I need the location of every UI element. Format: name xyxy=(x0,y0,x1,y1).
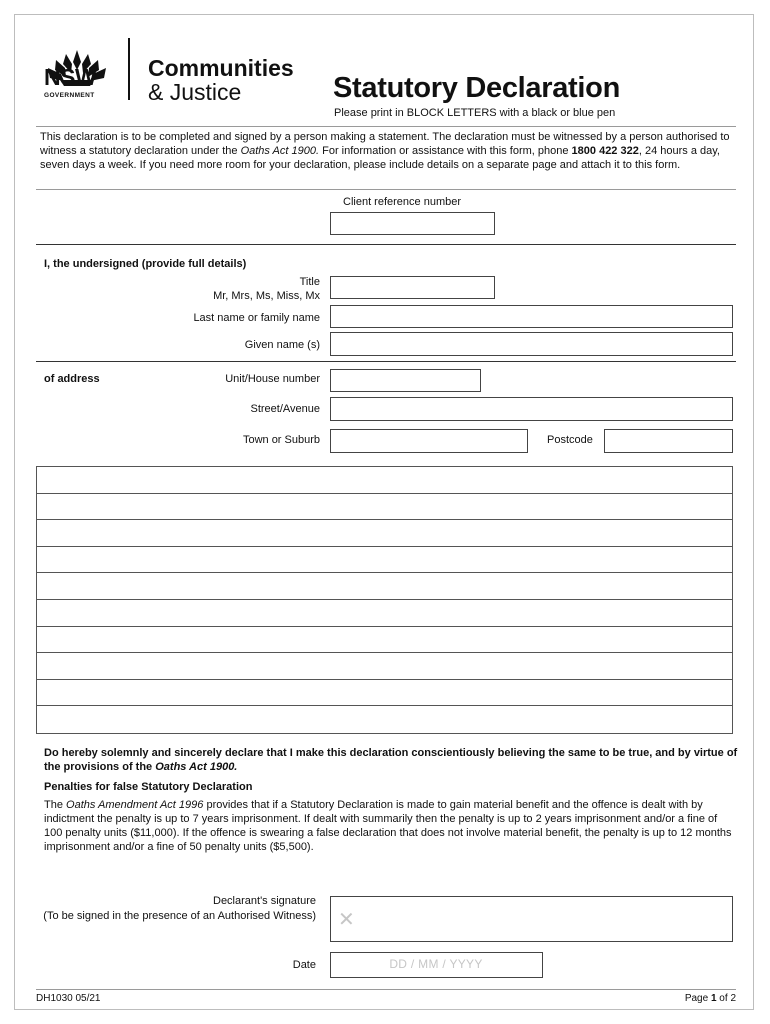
signature-label: Declarant's signature xyxy=(213,895,316,907)
street-input[interactable] xyxy=(330,397,733,421)
signature-sublabel: (To be signed in the presence of an Authorised Witness) xyxy=(43,910,316,922)
form-code: DH1030 05/21 xyxy=(36,993,101,1004)
page-title: Statutory Declaration xyxy=(333,72,620,104)
declaration-line[interactable] xyxy=(37,600,732,627)
penalties-act: Oaths Amendment Act 1996 xyxy=(66,799,204,811)
title-options: Mr, Mrs, Ms, Miss, Mx xyxy=(213,290,320,302)
intro-phone: 1800 422 322 xyxy=(571,145,639,157)
intro-text-2: For information or assistance with this form, phone xyxy=(319,145,572,157)
section-divider-1 xyxy=(36,244,736,245)
page-sep: of xyxy=(716,993,731,1004)
logo-divider xyxy=(128,38,130,100)
header-divider xyxy=(36,126,736,127)
penalties-paragraph xyxy=(44,798,738,854)
title-input[interactable] xyxy=(330,276,495,299)
town-input[interactable] xyxy=(330,429,528,453)
solemn-declaration xyxy=(44,746,738,774)
logo-nsw-text: NSW xyxy=(44,64,97,90)
declaration-line[interactable] xyxy=(37,706,732,733)
declaration-line[interactable] xyxy=(37,627,732,654)
declaration-line[interactable] xyxy=(37,680,732,707)
solemn-act: Oaths Act 1900. xyxy=(155,761,238,773)
intro-act: Oaths Act 1900. xyxy=(240,145,320,157)
street-label: Street/Avenue xyxy=(250,403,320,415)
intro-text-1: This declaration is to be completed and signed by a person making a statement. The declaration must be witnessed by a person authorised to witness a statutory declaration under the xyxy=(40,131,730,157)
client-reference-input[interactable] xyxy=(330,212,495,235)
department-name xyxy=(148,56,294,104)
given-name-input[interactable] xyxy=(330,332,733,356)
client-reference-label: Client reference number xyxy=(343,196,462,208)
signature-field[interactable] xyxy=(330,896,733,942)
penalties-text-1: The xyxy=(44,799,67,811)
page-number xyxy=(685,993,736,1004)
declaration-line[interactable] xyxy=(37,653,732,680)
department-line1: Communities xyxy=(148,55,294,81)
postcode-input[interactable] xyxy=(604,429,733,453)
logo-government-text: GOVERNMENT xyxy=(44,92,95,99)
last-name-input[interactable] xyxy=(330,305,733,328)
title-label: Title xyxy=(299,276,320,288)
unit-label: Unit/House number xyxy=(225,373,320,385)
page-current: 1 xyxy=(710,993,717,1004)
given-name-label: Given name (s) xyxy=(244,339,320,351)
declaration-line[interactable] xyxy=(37,547,732,574)
date-label: Date xyxy=(292,959,316,971)
footer-divider xyxy=(36,989,736,990)
page-total: 2 xyxy=(730,993,736,1004)
department-line2: & Justice xyxy=(148,79,242,105)
declaration-line[interactable] xyxy=(37,573,732,600)
intro-divider xyxy=(36,189,736,190)
declarant-heading: I, the undersigned (provide full details) xyxy=(44,258,247,270)
address-heading: of address xyxy=(44,373,100,385)
date-placeholder: DD / MM / YYYY xyxy=(389,957,483,971)
penalties-text-2: provides that if a Statutory Declaration is made to gain material benefit and the offence is dealt with by indictment the penalty is up to 7 years imprisonment. If dealt with summarily then the penalty is up to 2 years imprisonment and/or a fine of 100 penalty units ($11,000). If the offence is swearing a false declaration that does not involve material benefit, the penalty is up to 12 months imprisonment and/or a fine of 50 penalty units ($5,500). xyxy=(44,799,732,853)
section-divider-2 xyxy=(36,361,736,362)
page-subtitle: Please print in BLOCK LETTERS with a black or blue pen xyxy=(334,107,616,119)
last-name-label: Last name or family name xyxy=(193,312,320,324)
page-prefix: Page xyxy=(684,993,711,1004)
declaration-line[interactable] xyxy=(37,467,732,494)
town-label: Town or Suburb xyxy=(242,434,320,446)
unit-input[interactable] xyxy=(330,369,481,392)
signature-placeholder-icon: ✕ xyxy=(338,909,355,931)
postcode-label: Postcode xyxy=(547,434,593,446)
intro-text-3: , 24 hours a day, seven days a week. If you need more room for your declaration, please include details on a separate page and attach it to this form. xyxy=(40,145,720,171)
penalties-heading: Penalties for false Statutory Declaration xyxy=(44,781,253,793)
intro-paragraph xyxy=(40,130,740,172)
declaration-text-area xyxy=(36,466,733,734)
solemn-text: Do hereby solemnly and sincerely declare that I make this declaration conscientiously believing the same to be true, and by virtue of the provisions of the xyxy=(44,747,738,773)
declaration-line[interactable] xyxy=(37,520,732,547)
declaration-line[interactable] xyxy=(37,494,732,521)
